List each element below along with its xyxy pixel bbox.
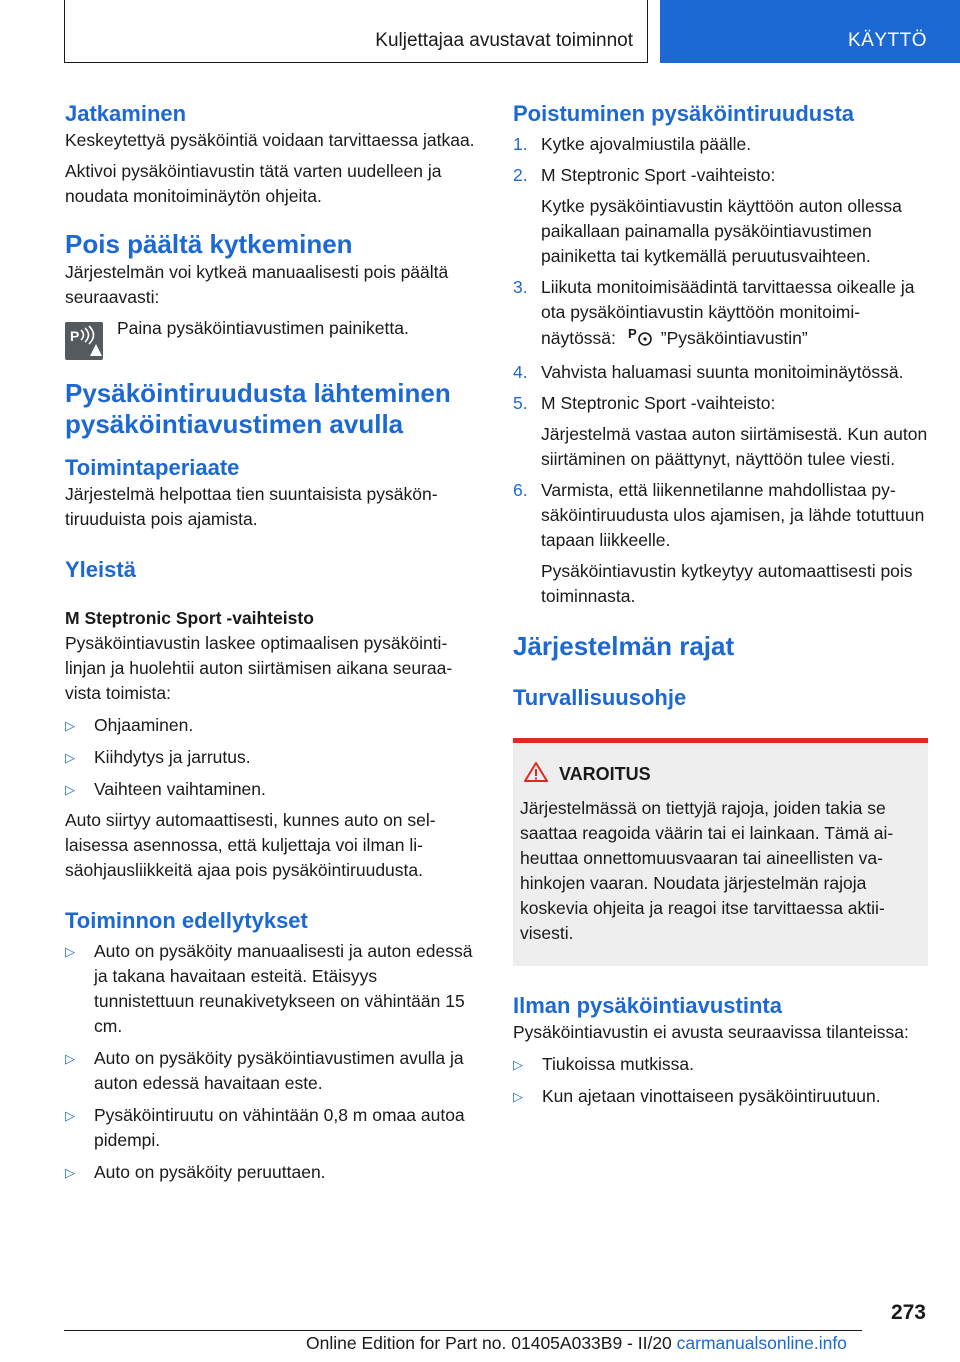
numbered-step: 6. Varmista, että liikennetilanne mahdollistaa pysäköintiruudusta ulos ajamisen, ja lähde totuttuun tapaan liikkeelle. [513, 480, 925, 550]
triangle-bullet-icon: ▷ [65, 750, 75, 765]
instruction-row [65, 316, 477, 360]
header-chapter-title: KÄYTTÖ [847, 30, 927, 51]
step-detail: Pysäköintiavustin kytkeytyy automaattisesti pois toiminnasta. [541, 561, 913, 606]
heading-poistuminen: Poistuminen pysäköintiruudusta [513, 101, 855, 126]
bullet-item: ▷ Tiukoissa mutkissa. [513, 1052, 928, 1077]
bullet-item: ▷ Auto on pysäköity pysäköintiavustimen avulla ja auton edessä havaitaan este. [65, 1048, 464, 1093]
bullet-item: ▷ Pysäköintiruutu on vähintään 0,8 m omaa autoa pidempi. [65, 1105, 465, 1150]
numbered-step: 4. Vahvista haluamasi suunta monitoiminäytössä. [513, 362, 904, 382]
instruction-text: Paina pysäköintiavustimen painiketta. [117, 318, 409, 338]
paragraph: Keskeytettyä pysäköintiä voidaan tarvittaessa jatkaa. [65, 130, 475, 150]
step-detail: Kytke pysäköintiavustin käyttöön auton ollessa paikallaan painamalla pysäköintiavustimen painiketta tai kytkemällä peruutusvaihteen. [541, 196, 902, 266]
left-column [65, 100, 477, 1185]
triangle-bullet-icon: ▷ [65, 1108, 75, 1123]
heading-edellytykset: Toiminnon edellytykset [65, 908, 308, 933]
heading-turvallisuusohje: Turvallisuusohje [513, 685, 687, 710]
triangle-bullet-icon: ▷ [65, 1165, 75, 1180]
triangle-bullet-icon: ▷ [65, 1051, 75, 1066]
triangle-bullet-icon: ▷ [513, 1057, 523, 1072]
warning-title: VAROITUS [520, 761, 921, 788]
heading-lahteminen: Pysäköintiruudusta lähteminen pysäköintiavustimen avulla [65, 378, 451, 439]
bullet-item: ▷ Ohjaaminen. [65, 713, 477, 738]
paragraph: Järjestelmä helpottaa tien suuntaisista pysäköntiruuduista pois ajamista. [65, 484, 438, 529]
bullet-item: ▷ Kun ajetaan vinottaiseen pysäköintiruutuun. [513, 1084, 928, 1109]
footer-text [306, 1333, 847, 1354]
triangle-bullet-icon: ▷ [513, 1089, 523, 1104]
triangle-bullet-icon: ▷ [65, 718, 75, 733]
warning-triangle-icon [523, 761, 549, 788]
parking-assistant-display-icon [627, 325, 655, 354]
heading-m-steptronic: M Steptronic Sport -vaihteisto [65, 608, 314, 628]
numbered-step: 3. Liikuta monitoimisäädintä tarvittaessa oikealle ja ota pysäköintiavustin käyttöön monitoiminäytössä: P ”Pysäköintiavustin” [513, 275, 928, 354]
page-number: 273 [890, 1301, 926, 1324]
triangle-bullet-icon: ▷ [65, 944, 75, 959]
warning-text: Järjestelmässä on tiettyjä rajoja, joiden takia se saattaa reagoida väärin tai ei lainkaan. Tämä aiheuttaa onnettomuusvaaran tai aineellisten vahinkojen vaaran. Noudata järjestelmän rajoja koskevia ohjeita ja reagoi itse tarvittaessa aktiivisesti. [520, 798, 894, 943]
paragraph: Auto siirtyy automaattisesti, kunnes auto on sellaisessa asennossa, että kuljettaja voi ilman lisäohjausliikkeitä ajaa pois pysäköintiruudusta. [65, 810, 436, 880]
footer-divider [64, 1330, 862, 1331]
paragraph: Pysäköintiavustin ei avusta seuraavissa tilanteissa: [513, 1022, 909, 1042]
header-chapter-tab [660, 0, 960, 63]
footer-edition: Online Edition for Part no. 01405A033B9 - II/20 [306, 1333, 672, 1353]
bullet-item: ▷ Auto on pysäköity peruuttaen. [65, 1160, 477, 1185]
triangle-bullet-icon: ▷ [65, 782, 75, 797]
step-detail: Järjestelmä vastaa auton siirtämisestä. Kun auton siirtäminen on päättynyt, näyttöön tulee viesti. [541, 424, 928, 469]
paragraph: Aktivoi pysäköintiavustin tätä varten uudelleen ja noudata monitoiminäytön ohjeita. [65, 161, 442, 206]
bullet-item: ▷ Auto on pysäköity manuaalisesti ja auton edessä ja takana havaitaan esteitä. Etäisyys tunnistettuun reunakivetykseen on vähintään 15 cm. [65, 941, 473, 1036]
right-column [513, 100, 928, 1109]
paragraph: Pysäköintiavustin laskee optimaalisen pysäköintilinjan ja huolehtii auton siirtämisen aikana seuraavista toimista: [65, 633, 453, 703]
bullet-item: ▷ Vaihteen vaihtaminen. [65, 777, 477, 802]
svg-text:P: P [627, 326, 637, 341]
numbered-step: 1. Kytke ajovalmiustila päälle. [513, 134, 752, 154]
heading-yleista: Yleistä [65, 557, 136, 582]
bullet-item: ▷ Kiihdytys ja jarrutus. [65, 745, 477, 770]
svg-text:P: P [70, 328, 80, 344]
header-section-title: Kuljettajaa avustavat toiminnot [375, 30, 633, 51]
heading-ilman: Ilman pysäköintiavustinta [513, 993, 782, 1018]
footer-watermark[interactable]: carmanualsonline.info [676, 1333, 847, 1353]
heading-rajat: Järjestelmän rajat [513, 631, 735, 661]
numbered-step: 5. M Steptronic Sport -vaihteisto: [513, 393, 776, 413]
heading-pois-paalta: Pois päältä kytkeminen [65, 229, 353, 259]
heading-jatkaminen: Jatkaminen [65, 101, 187, 126]
numbered-step: 2. M Steptronic Sport -vaihteisto: [513, 165, 776, 185]
header-section-box [64, 0, 648, 63]
warning-box [513, 738, 928, 966]
paragraph: Järjestelmän voi kytkeä manuaalisesti pois päältä seuraavasti: [65, 262, 449, 307]
heading-toimintaperiaate: Toimintaperiaate [65, 455, 240, 480]
parking-assistant-button-icon [65, 322, 103, 360]
